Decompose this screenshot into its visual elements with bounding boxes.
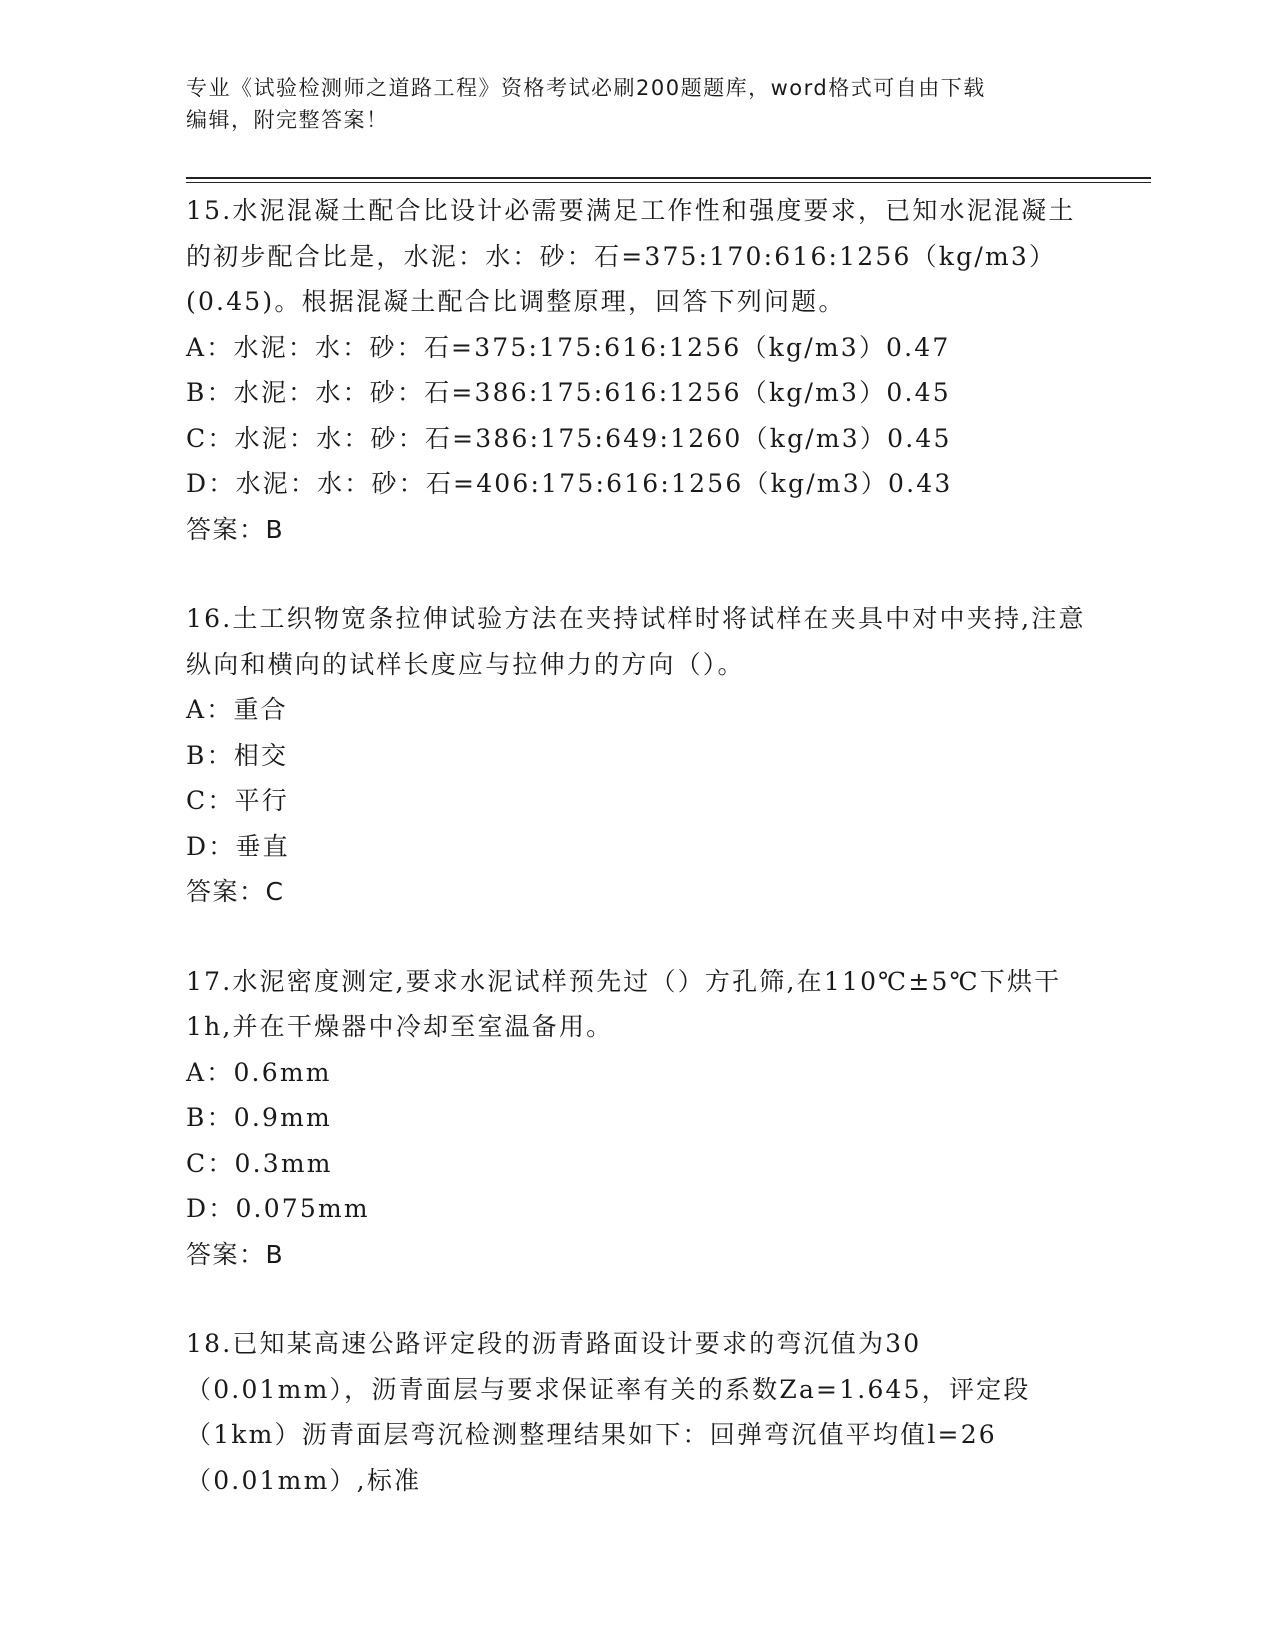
option-a: A：水泥：水：砂：石=375:175:616:1256（kg/m3）0.47: [186, 332, 951, 362]
answer-line: 答案：C: [186, 877, 285, 906]
header-line-1: 专业《试验检测师之道路工程》资格考试必刷200题题库，word格式可自由下载: [186, 76, 986, 100]
option-c: C：平行: [186, 786, 289, 815]
question-stem: 16.土工织物宽条拉伸试验方法在夹持试样时将试样在夹具中对中夹持,注意纵向和横向的试样长度应与拉伸力的方向（）。: [186, 604, 1086, 679]
option-b: B：0.9mm: [186, 1103, 332, 1132]
header-divider-thick: [186, 177, 1151, 179]
question-16: [186, 596, 1086, 915]
header-divider-thin: [186, 182, 1151, 183]
question-15: [186, 188, 1086, 552]
question-list: [186, 188, 1086, 1503]
question-17: [186, 959, 1086, 1278]
answer-line: 答案：B: [186, 514, 285, 544]
option-d: D：0.075mm: [186, 1194, 370, 1223]
option-c: C：水泥：水：砂：石=386:175:649:1260（kg/m3）0.45: [186, 423, 952, 453]
option-c: C：0.3mm: [186, 1148, 333, 1178]
question-18: [186, 1321, 1086, 1503]
option-a: A：0.6mm: [186, 1057, 332, 1087]
option-a: A：重合: [186, 695, 288, 724]
option-b: B：水泥：水：砂：石=386:175:616:1256（kg/m3）0.45: [186, 378, 951, 407]
option-b: B：相交: [186, 740, 289, 770]
question-stem: 18.已知某高速公路评定段的沥青路面设计要求的弯沉值为30（0.01mm），沥青面层与要求保证率有关的系数Za=1.645，评定段（1km）沥青面层弯沉检测整理结果如下：回弹弯沉值平均值l=26（0.01mm）,标准: [186, 1329, 1031, 1495]
question-stem: 17.水泥密度测定,要求水泥试样预先过（）方孔筛,在110℃±5℃下烘干1h,并在干燥器中冷却至室温备用。: [186, 966, 1062, 1041]
answer-line: 答案：B: [186, 1239, 285, 1269]
document-header: [186, 72, 1066, 136]
header-line-2: 编辑，附完整答案！: [186, 108, 389, 132]
option-d: D：水泥：水：砂：石=406:175:616:1256（kg/m3）0.43: [186, 469, 953, 498]
option-d: D：垂直: [186, 831, 290, 861]
question-stem: 15.水泥混凝土配合比设计必需要满足工作性和强度要求，已知水泥混凝土的初步配合比是，水泥：水：砂：石=375:170:616:1256（kg/m3）(0.45)。根据混凝土配合比调整原理，回答下列问题。: [186, 196, 1076, 316]
